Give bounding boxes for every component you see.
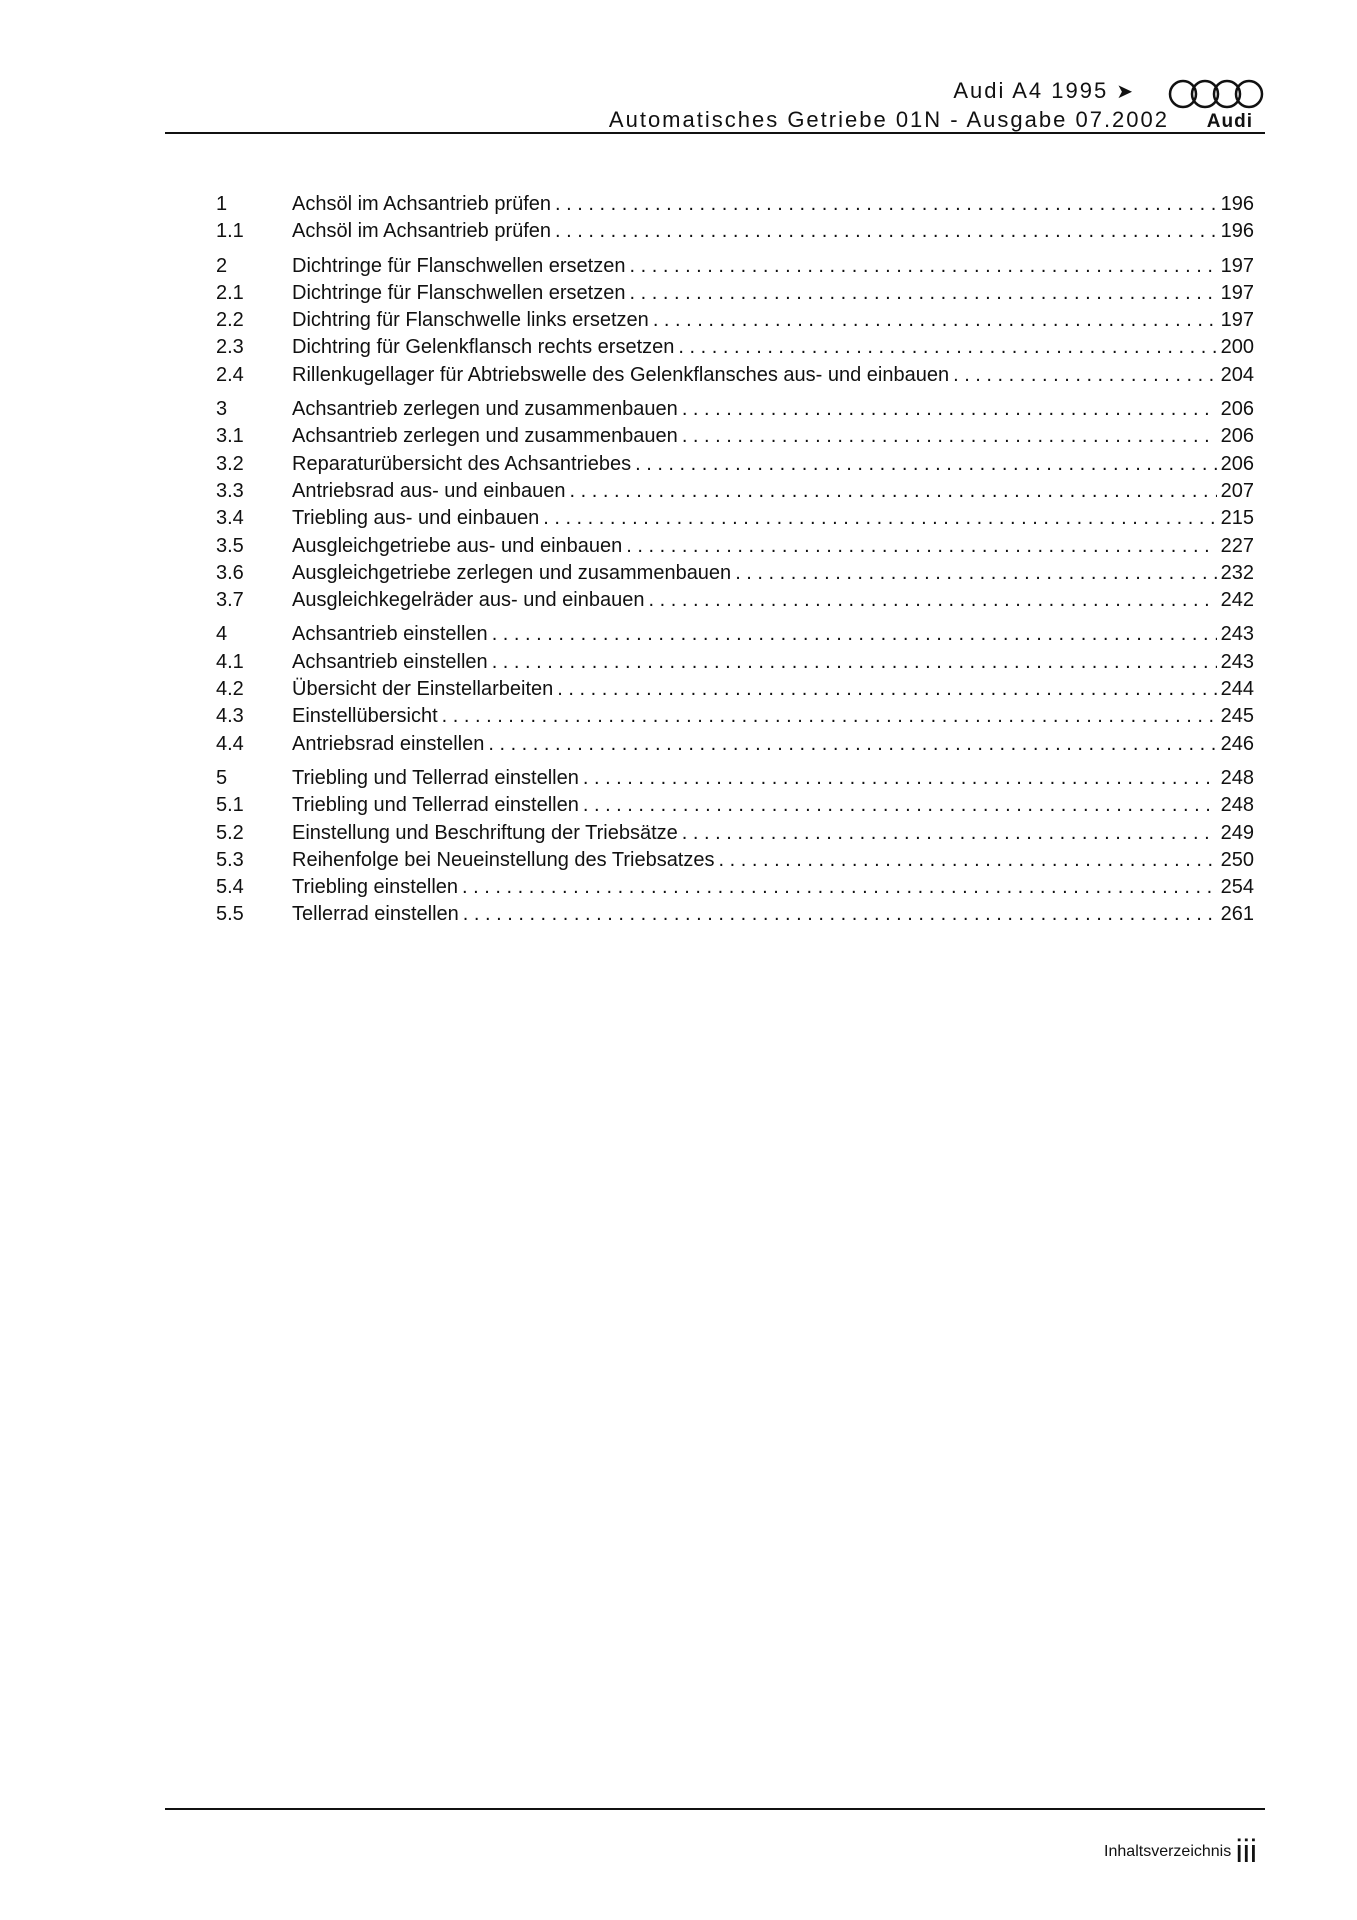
toc-number: 4 <box>216 623 228 646</box>
toc-page-number: 206 <box>1220 452 1254 475</box>
toc-number: 4.4 <box>216 732 244 755</box>
toc-number: 4.2 <box>216 678 244 701</box>
toc-title: Reihenfolge bei Neueinstellung des Triebsatzes <box>292 848 715 871</box>
toc-page-number: 196 <box>1220 220 1254 243</box>
toc-title: Achsantrieb zerlegen und zusammenbauen <box>292 398 678 421</box>
toc-leader-dots <box>682 398 1217 421</box>
toc-page-number: 245 <box>1220 705 1254 728</box>
toc-title: Achsantrieb zerlegen und zusammenbauen <box>292 425 678 448</box>
toc-number: 2.3 <box>216 336 244 359</box>
toc-title: Ausgleichkegelräder aus- und einbauen <box>292 589 645 612</box>
toc-number: 5.1 <box>216 794 244 817</box>
header-divider <box>165 132 1265 134</box>
toc-chapter-row[interactable] <box>216 767 1254 794</box>
toc-page-number: 227 <box>1220 534 1254 557</box>
toc-leader-dots <box>442 705 1217 728</box>
toc-title: Antriebsrad einstellen <box>292 732 485 755</box>
toc-number: 3.4 <box>216 507 244 530</box>
toc-page-number: 254 <box>1220 876 1254 899</box>
toc-number: 4.1 <box>216 650 244 673</box>
toc-page-number: 200 <box>1220 336 1254 359</box>
toc-number: 2.2 <box>216 309 244 332</box>
toc-chapter-row[interactable] <box>216 398 1254 425</box>
toc-page-number: 248 <box>1220 766 1254 789</box>
toc-chapter-row[interactable] <box>216 255 1254 282</box>
toc-title: Übersicht der Einstellarbeiten <box>292 678 554 701</box>
toc-row[interactable] <box>216 309 1254 336</box>
header-model-text: Audi A4 1995 <box>953 78 1109 103</box>
toc-leader-dots <box>635 453 1217 476</box>
toc-number: 2.1 <box>216 281 244 304</box>
toc-title: Ausgleichgetriebe zerlegen und zusammenbauen <box>292 561 732 584</box>
audi-logo-wordmark: Audi <box>1206 111 1253 132</box>
toc-number: 1.1 <box>216 220 244 243</box>
toc-leader-dots <box>583 794 1217 817</box>
toc-leader-dots <box>463 903 1217 926</box>
toc-row[interactable] <box>216 535 1254 562</box>
footer-section-label <box>1104 1833 1257 1870</box>
toc-page-number: 206 <box>1220 398 1254 421</box>
header-model <box>953 78 1135 104</box>
arrow-right-icon: ➤ <box>1116 81 1135 103</box>
toc-number: 5.2 <box>216 821 244 844</box>
footer-divider <box>165 1808 1265 1810</box>
toc-title: Reparaturübersicht des Achsantriebes <box>292 452 632 475</box>
toc-leader-dots <box>626 535 1216 558</box>
toc-leader-dots <box>735 562 1216 585</box>
toc-title: Triebling und Tellerrad einstellen <box>292 766 579 789</box>
toc-number: 5 <box>216 766 228 789</box>
toc-row[interactable] <box>216 562 1254 589</box>
toc-row[interactable] <box>216 876 1254 903</box>
toc-row[interactable] <box>216 453 1254 480</box>
toc-title: Einstellübersicht <box>292 705 438 728</box>
toc-title: Dichtringe für Flanschwellen ersetzen <box>292 254 626 277</box>
toc-page-number: 246 <box>1220 732 1254 755</box>
toc-row[interactable] <box>216 849 1254 876</box>
toc-leader-dots <box>678 336 1216 359</box>
toc-leader-dots <box>488 733 1216 756</box>
toc-leader-dots <box>462 876 1217 899</box>
page-header <box>165 78 1265 134</box>
toc-row[interactable] <box>216 822 1254 849</box>
toc-page-number: 242 <box>1220 589 1254 612</box>
toc-chapter-row[interactable] <box>216 193 1254 220</box>
toc-leader-dots <box>492 651 1217 674</box>
toc-row[interactable] <box>216 705 1254 732</box>
toc-page-number: 243 <box>1220 650 1254 673</box>
toc-leader-dots <box>583 767 1217 790</box>
toc-leader-dots <box>630 255 1217 278</box>
toc-leader-dots <box>543 507 1216 530</box>
footer-page-number: iii <box>1235 1833 1257 1869</box>
toc-page-number: 196 <box>1220 193 1254 215</box>
toc-number: 3.6 <box>216 561 244 584</box>
header-subtitle: Automatisches Getriebe 01N - Ausgabe 07.2002 <box>608 107 1169 132</box>
toc-title: Dichtring für Flanschwelle links ersetzen <box>292 309 649 332</box>
toc-page-number: 204 <box>1220 363 1254 386</box>
toc-leader-dots <box>682 822 1217 845</box>
toc-number: 3.3 <box>216 479 244 502</box>
toc-title: Triebling einstellen <box>292 876 459 899</box>
toc-row[interactable] <box>216 903 1254 930</box>
toc-leader-dots <box>653 309 1217 332</box>
toc-leader-dots <box>953 364 1217 387</box>
footer-label-text: Inhaltsverzeichnis <box>1104 1843 1232 1860</box>
toc-leader-dots <box>555 193 1217 216</box>
toc-title: Achsantrieb einstellen <box>292 623 488 646</box>
four-rings-icon <box>1167 78 1265 110</box>
toc-title: Triebling und Tellerrad einstellen <box>292 794 579 817</box>
toc-page-number: 207 <box>1220 479 1254 502</box>
toc-page-number: 243 <box>1220 623 1254 646</box>
toc-number: 5.3 <box>216 848 244 871</box>
toc-title: Rillenkugellager für Abtriebswelle des Gelenkflansches aus- und einbauen <box>292 363 950 386</box>
toc-title: Achsantrieb einstellen <box>292 650 488 673</box>
toc-number: 3.1 <box>216 425 244 448</box>
toc-title: Achsöl im Achsantrieb prüfen <box>292 193 552 215</box>
toc-page-number: 197 <box>1220 309 1254 332</box>
toc-row[interactable] <box>216 282 1254 309</box>
toc-row[interactable] <box>216 425 1254 452</box>
toc-number: 3 <box>216 398 228 421</box>
toc-row[interactable] <box>216 651 1254 678</box>
toc-row[interactable] <box>216 589 1254 616</box>
toc-number: 5.4 <box>216 876 244 899</box>
toc-number: 1 <box>216 193 228 215</box>
toc-title: Tellerrad einstellen <box>292 903 459 926</box>
toc-title: Dichtring für Gelenkflansch rechts ersetzen <box>292 336 675 359</box>
toc-leader-dots <box>557 678 1216 701</box>
toc-row[interactable] <box>216 507 1254 534</box>
toc-row[interactable] <box>216 336 1254 363</box>
toc-row[interactable] <box>216 220 1254 247</box>
toc-leader-dots <box>630 282 1217 305</box>
toc-row[interactable] <box>216 678 1254 705</box>
toc-row[interactable] <box>216 364 1254 391</box>
toc-number: 5.5 <box>216 903 244 926</box>
toc-title: Dichtringe für Flanschwellen ersetzen <box>292 281 626 304</box>
toc-page-number: 249 <box>1220 821 1254 844</box>
toc-number: 3.2 <box>216 452 244 475</box>
toc-row[interactable] <box>216 794 1254 821</box>
table-of-contents <box>216 193 1254 931</box>
toc-page-number: 197 <box>1220 254 1254 277</box>
toc-title: Einstellung und Beschriftung der Triebsätze <box>292 821 678 844</box>
toc-page-number: 232 <box>1220 561 1254 584</box>
toc-page-number: 248 <box>1220 794 1254 817</box>
toc-title: Antriebsrad aus- und einbauen <box>292 479 566 502</box>
toc-page-number: 215 <box>1220 507 1254 530</box>
toc-page-number: 206 <box>1220 425 1254 448</box>
toc-title: Ausgleichgetriebe aus- und einbauen <box>292 534 623 557</box>
toc-row[interactable] <box>216 480 1254 507</box>
toc-leader-dots <box>555 220 1217 243</box>
toc-row[interactable] <box>216 733 1254 760</box>
toc-page-number: 250 <box>1220 848 1254 871</box>
toc-page-number: 197 <box>1220 281 1254 304</box>
toc-title: Achsöl im Achsantrieb prüfen <box>292 220 552 243</box>
toc-leader-dots <box>570 480 1217 503</box>
toc-title: Triebling aus- und einbauen <box>292 507 540 530</box>
toc-number: 4.3 <box>216 705 244 728</box>
toc-number: 2 <box>216 254 228 277</box>
toc-number: 3.7 <box>216 589 244 612</box>
toc-leader-dots <box>492 623 1217 646</box>
toc-number: 2.4 <box>216 363 244 386</box>
toc-leader-dots <box>719 849 1217 872</box>
toc-leader-dots <box>648 589 1216 612</box>
toc-page-number: 261 <box>1220 903 1254 926</box>
toc-number: 3.5 <box>216 534 244 557</box>
toc-chapter-row[interactable] <box>216 623 1254 650</box>
toc-page-number: 244 <box>1220 678 1254 701</box>
toc-leader-dots <box>682 425 1217 448</box>
